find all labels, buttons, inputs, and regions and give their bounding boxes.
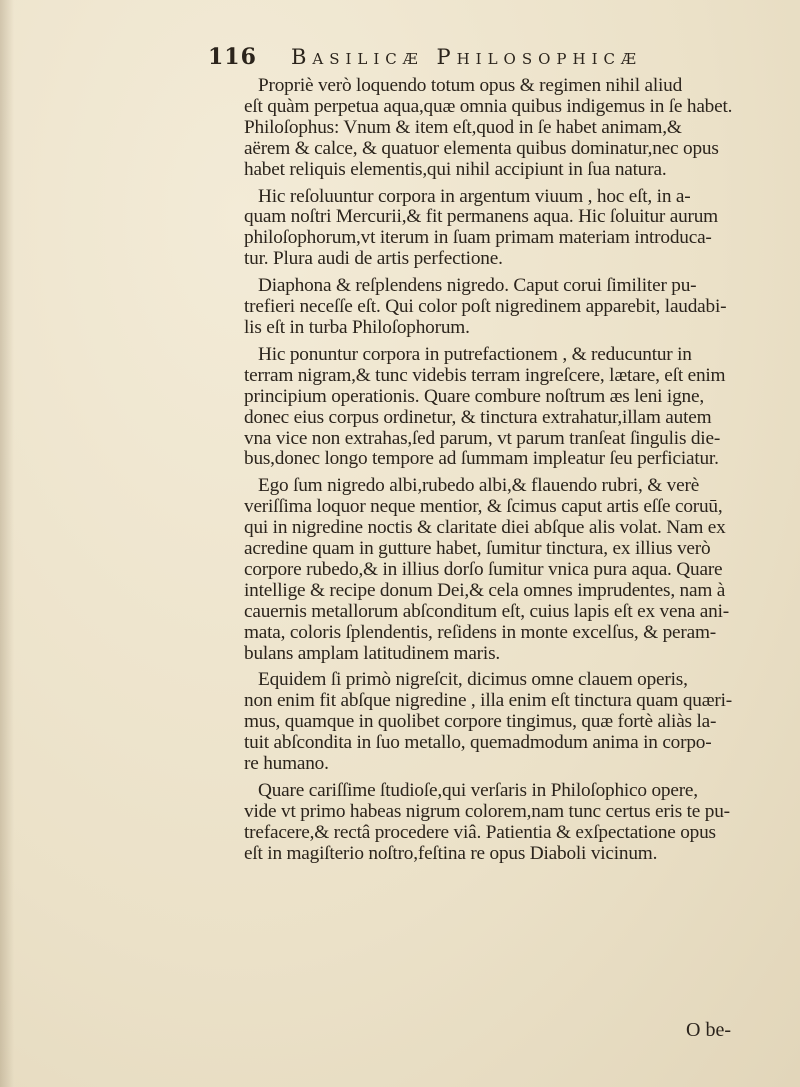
text-line: Equidem ſi primò nigreſcit, dicimus omne clauem operis, xyxy=(258,670,688,691)
paragraph xyxy=(244,670,792,775)
text-line: mus, quamque in quolibet corpore tingimus, quæ fortè aliàs la- xyxy=(244,712,717,733)
paragraph xyxy=(244,276,792,339)
text-line: lis eſt in turba Philoſophorum. xyxy=(244,317,470,338)
text-line: trefacere,& rectâ procedere viâ. Patientia & exſpectatione opus xyxy=(244,822,716,843)
page-number: 116 xyxy=(208,44,257,70)
text-line: aërem & calce, & quatuor elementa quibus dominatur,nec opus xyxy=(244,138,719,159)
text-line: cauernis metallorum abſconditum eſt, cuius lapis eſt ex vena ani- xyxy=(244,601,729,622)
paragraph xyxy=(244,476,792,664)
text-line: veriſſima loquor neque mentior, & ſcimus caput artis eſſe coruū, xyxy=(244,497,723,518)
text-line: Propriè verò loquendo totum opus & regimen nihil aliud xyxy=(258,76,683,96)
catchword: O be- xyxy=(686,1019,731,1041)
text-line: Diaphona & reſplendens nigredo. Caput corui ſimiliter pu- xyxy=(258,276,697,297)
text-line: vna vice non extrahas,ſed parum, vt parum tranſeat ſingulis die- xyxy=(244,428,721,449)
text-line: vide vt primo habeas nigrum colorem,nam tunc certus eris te pu- xyxy=(244,801,730,822)
text-line: Hic ponuntur corpora in putrefactionem , & reducuntur in xyxy=(258,344,692,365)
text-line: bus,donec longo tempore ad ſummam impleatur ſeu perficiatur. xyxy=(244,449,719,470)
paragraph xyxy=(244,781,792,865)
text-line: philoſophorum,vt iterum in ſuam primam materiam introduca- xyxy=(244,228,712,249)
text-line: terram nigram,& tunc videbis terram ingreſcere, lætare, eſt enim xyxy=(244,365,726,386)
paragraph xyxy=(244,345,792,470)
text-line: non enim fit abſque nigredine , illa enim eſt tinctura quam quæri- xyxy=(244,691,732,712)
text-line: corpore rubedo,& in illius dorſo ſumitur vnica pura aqua. Quare xyxy=(244,559,723,580)
text-line: qui in nigredine noctis & claritate diei abſque alis volat. Nam ex xyxy=(244,518,726,539)
text-line: bulans amplam latitudinem maris. xyxy=(244,643,500,664)
text-line: tur. Plura audi de artis perfectione. xyxy=(244,249,503,270)
text-line: trefieri neceſſe eſt. Qui color poſt nigredinem apparebit, laudabi- xyxy=(244,297,727,318)
text-line: tuit abſcondita in ſuo metallo, quemadmodum anima in corpo- xyxy=(244,733,712,754)
page-gutter-shadow xyxy=(0,0,14,1087)
text-line: eſt quàm perpetua aqua,quæ omnia quibus indigemus in ſe habet. xyxy=(244,96,733,117)
text-line: intellige & recipe donum Dei,& cela omnes imprudentes, nam à xyxy=(244,580,726,601)
text-line: quam noſtri Mercurii,& fit permanens aqua. Hic ſoluitur aurum xyxy=(244,207,718,228)
text-line: habet reliquis elementis,qui nihil accipiunt in ſua natura. xyxy=(244,159,667,180)
text-line: Philoſophus: Vnum & item eſt,quod in ſe habet animam,& xyxy=(244,117,682,138)
text-line: Hic reſoluuntur corpora in argentum viuum , hoc eſt, in a- xyxy=(258,186,691,207)
running-title: Basilicæ Philosophicæ xyxy=(290,45,643,69)
text-line: Quare cariſſime ſtudioſe,qui verſaris in Philoſophico opere, xyxy=(258,781,698,801)
text-line: principium operationis. Quare combure noſtrum æs leni igne, xyxy=(244,386,704,407)
text-line: Ego ſum nigredo albi,rubedo albi,& flauendo rubri, & verè xyxy=(258,476,700,497)
text-line: donec eius corpus ordinetur, & tinctura extrahatur,illam autem xyxy=(244,407,712,428)
paragraph xyxy=(244,187,792,271)
text-line: eſt in magiſterio noſtro,feſtina re opus Diaboli vicinum. xyxy=(244,843,658,864)
text-line: mata, coloris ſplendentis, reſidens in monte excelſus, & peram- xyxy=(244,622,716,643)
paragraph xyxy=(244,76,792,181)
text-line: acredine quam in gutture habet, ſumitur tinctura, ex illius verò xyxy=(244,539,711,560)
body-text xyxy=(244,76,792,871)
page-header xyxy=(208,44,728,74)
text-line: re humano. xyxy=(244,754,329,775)
